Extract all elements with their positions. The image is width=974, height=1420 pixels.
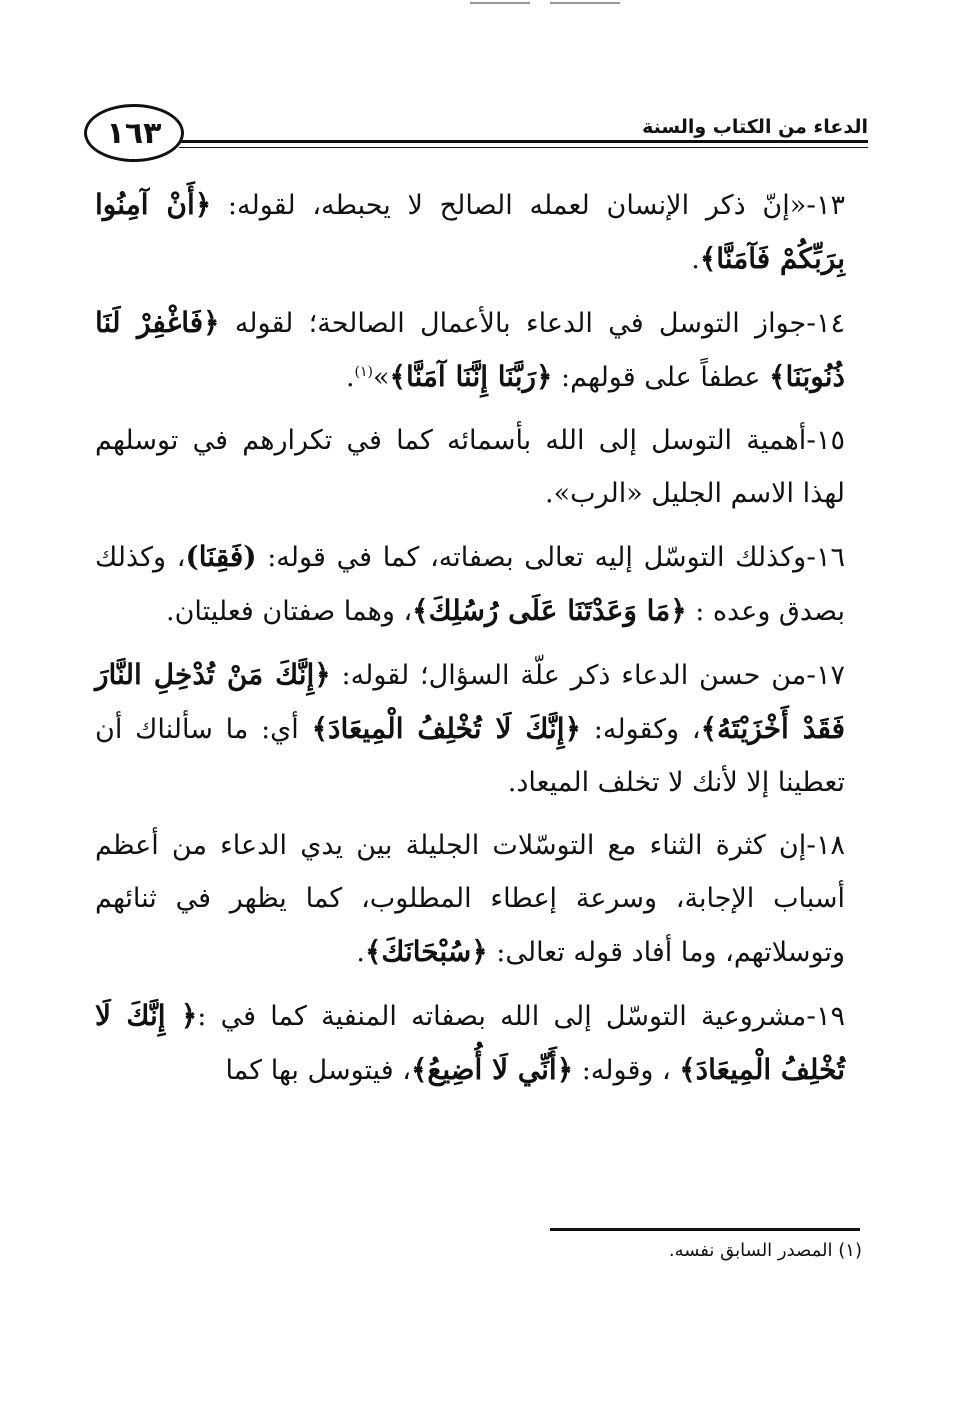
item-text: . <box>345 362 355 393</box>
header-rule-thick <box>179 140 868 143</box>
numbered-item <box>95 296 845 404</box>
item-text: ، وهما صفتان فعليتان. <box>166 596 413 627</box>
page-header <box>84 92 868 174</box>
item-number: ١٧- <box>806 660 845 691</box>
item-text: عطفاً على قولهم: <box>552 362 770 393</box>
numbered-item <box>95 989 845 1097</box>
item-text: من حسن الدعاء ذكر علّة السؤال؛ لقوله: <box>330 660 807 691</box>
page-number: ١٦٣ <box>106 115 162 151</box>
numbered-item <box>95 178 845 286</box>
item-text: جواز التوسل في الدعاء بالأعمال الصالحة؛ لقوله <box>219 308 807 339</box>
quran-quote: ﴿مَا وَعَدْتَنَا عَلَى رُسُلِكَ﴾ <box>412 594 687 627</box>
quran-quote: ﴿فَاغْفِرْ لَنَا ذُنُوبَنَا﴾ <box>95 306 845 393</box>
item-number: ١٨- <box>806 830 845 861</box>
item-number: ١٤- <box>806 308 845 339</box>
item-text: ، وكذلك بصدق وعده : <box>95 542 845 627</box>
quran-quote: (فَقِنَا) <box>185 540 257 573</box>
numbered-item <box>95 530 845 638</box>
numbered-item <box>95 648 845 809</box>
quran-quote: ﴿سُبْحَانَكَ﴾ <box>364 935 488 968</box>
quran-quote: ﴿إِنَّكَ لَا تُخْلِفُ الْمِيعَادَ﴾ <box>311 712 581 745</box>
item-text: . <box>691 244 700 275</box>
footnote: (١) المصدر السابق نفسه. <box>668 1240 862 1261</box>
item-number: ١٣- <box>806 190 845 221</box>
quran-quote: ﴿ إِنَّكَ لَا تُخْلِفُ الْمِيعَادَ﴾ <box>95 999 845 1086</box>
running-title: الدعاء من الكتاب والسنة <box>642 116 868 138</box>
quran-quote: ﴿إِنَّكَ مَنْ تُدْخِلِ النَّارَ فَقَدْ أَخْزَيْتَهُ﴾ <box>95 658 845 745</box>
numbered-item <box>95 819 845 979</box>
item-text: ، فيتوسل بها كما <box>225 1055 412 1086</box>
quran-quote: ﴿أَنِّي لَا أُضِيعُ﴾ <box>411 1053 574 1086</box>
page-number-badge <box>84 104 184 162</box>
quran-quote: ﴿رَبَّنَا إِنَّنَا آمَنَّا﴾ <box>389 360 553 393</box>
item-text: ، وكقوله: <box>581 714 701 745</box>
numbered-item <box>95 414 845 520</box>
footnote-separator <box>550 1228 860 1231</box>
item-text: . <box>356 937 365 968</box>
item-text: ، وقوله: <box>573 1055 680 1086</box>
item-text: «إنّ ذكر الإنسان لعمله الصالح لا يحبطه، لقوله: <box>211 190 807 221</box>
footnote-marker: (١) <box>354 364 374 380</box>
quran-quote: ﴿أَنْ آمِنُوا بِرَبِّكُمْ فَآمَنَّا﴾ <box>95 188 845 275</box>
item-number: ١٥- <box>806 425 845 456</box>
item-text: وكذلك التوسّل إليه تعالى بصفاته، كما في قوله: <box>256 542 807 573</box>
item-number: ١٦- <box>806 542 845 573</box>
item-text: » <box>373 362 390 393</box>
header-rule-thin <box>179 147 868 148</box>
item-text: أي: ما سألناك أن تعطينا إلا لأنك لا تخلف الميعاد. <box>95 714 845 798</box>
scan-artifact-marks <box>430 0 620 8</box>
item-text: أهمية التوسل إلى الله بأسمائه كما في تكرارهم في توسلهم لهذا الاسم الجليل «الرب». <box>95 425 845 509</box>
item-text: إن كثرة الثناء مع التوسّلات الجليلة بين يدي الدعاء من أعظم أسباب الإجابة، وسرعة إعطاء المطلوب، كما يظهر في ثنائهم وتوسلاتهم، وما أفاد قوله تعالى: <box>95 830 845 968</box>
item-number: ١٩- <box>806 1001 845 1032</box>
item-text: مشروعية التوسّل إلى الله بصفاته المنفية كما في : <box>197 1001 807 1032</box>
main-text <box>95 178 845 1107</box>
